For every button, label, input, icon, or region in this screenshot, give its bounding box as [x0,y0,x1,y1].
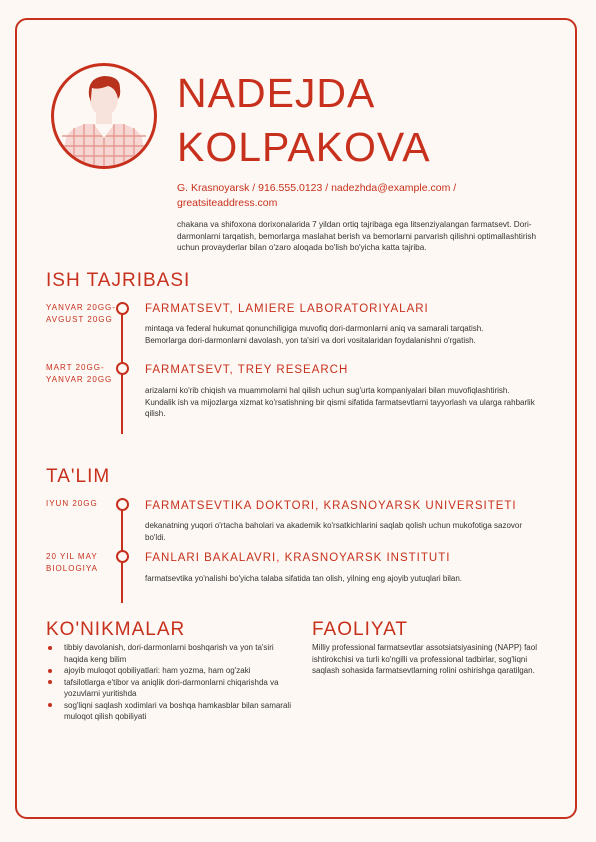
list-item: ajoyib muloqot qobiliyatlari: ham yozma, ham og'zaki [46,665,296,677]
timeline-dot [116,302,129,315]
experience-role-1: FARMATSEVT, LAMIERE LABORATORIYALARI [145,303,429,315]
name-line-2: KOLPAKOVA [177,124,431,170]
education-degree-1: FARMATSEVTIKA DOKTORI, KRASNOYARSK UNIVERSITETI [145,500,517,512]
profile-summary: chakana va shifoxona dorixonalarida 7 yildan ortiq tajribaga ega litsenziyalangan farmatsevt. Dori-darmonlarni tarqatish, bemorlarga maslahat berish va bemorlarni parvarish qilishni optimallashtirish uchun provayderlar bilan o'zaro aloqada bo'lish bo'yicha katta tajriba. [177,220,537,252]
experience-desc-line: arizalarni ko'rib chiqish va muammolarni hal qilish uchun sug'urta kompaniyalari bilan muvofiqlashtirish. [145,386,510,395]
experience-role-2: FARMATSEVT, TREY RESEARCH [145,364,349,376]
education-degree-2: FANLARI BAKALAVRI, KRASNOYARSK INSTITUTI [145,552,451,564]
experience-date-1: YANVAR 20GG-AVGUST 20GG [46,303,116,324]
candidate-name [177,66,557,174]
education-date-2: 20 YIL MAY BIOLOGIYA [46,552,98,573]
timeline-dot [116,550,129,563]
experience-desc-2 [145,385,535,420]
contact-info [177,181,477,211]
experience-date-2: MART 20GG-YANVAR 20GG [46,363,113,384]
experience-desc-line: Bemorlarga dori-darmonlarni davolash, yon ta'siri va dori vositalaridan foydalanishni o'rgatish. [145,335,476,345]
contact-line-1: G. Krasnoyarsk / 916.555.0123 / nadezhda@example.com / [177,182,457,194]
activity-text: Milliy professional farmatsevtlar assotsiatsiyasining (NAPP) faol ishtirokchisi va turli ko'ngilli va professional tadbirlar, sog'liqni saqlash sohasida farmatsevtlarning rolini oshirishga qaratilgan. [312,643,537,675]
timeline-dot [116,498,129,511]
person-icon [54,66,154,166]
section-title-experience: ISH TAJRIBASI [46,270,191,291]
list-item: tafsilotlarga e'tibor va aniqlik dori-darmonlarni chiqarishda va yozuvlarni yuritishda [46,677,296,700]
skills-list [46,642,296,723]
avatar [51,63,157,169]
education-desc-2: farmatsevtika yo'nalishi bo'yicha talaba sifatida tan olish, yilning eng ajoyib yutuqlari bilan. [145,574,463,583]
experience-desc-line: mintaqa va federal hukumat qonunchiligiga muvofiq dori-darmonlarni aniq va samarali tarqatish. [145,324,484,333]
contact-line-2: greatsiteaddress.com [177,197,278,209]
education-desc-1: dekanatning yuqori o'rtacha baholari va akademik ko'rsatkichlarini saqlab qolish uchun mukofotiga sazovor bo'ldi. [145,521,523,542]
experience-desc-line: Kundalik ish va mijozlarga xizmat ko'rsatishning bir qismi sifatida farmatsevtlarni tayyorlash va ularga rahbarlik qilish. [145,397,535,418]
section-title-activity: FAOLIYAT [312,619,408,640]
list-item: tibbiy davolanish, dori-darmonlarni boshqarish va yon ta'siri haqida keng bilim [46,642,296,665]
name-line-1: NADEJDA [177,70,376,116]
list-item: sog'liqni saqlash xodimlari va boshqa hamkasblar bilan samarali muloqot qilish qobiliyati [46,700,296,723]
timeline-dot [116,362,129,375]
education-date-1: IYUN 20GG [46,499,98,508]
experience-desc-1 [145,323,540,346]
section-title-education: TA'LIM [46,466,111,487]
section-title-skills: KO'NIKMALAR [46,619,186,640]
